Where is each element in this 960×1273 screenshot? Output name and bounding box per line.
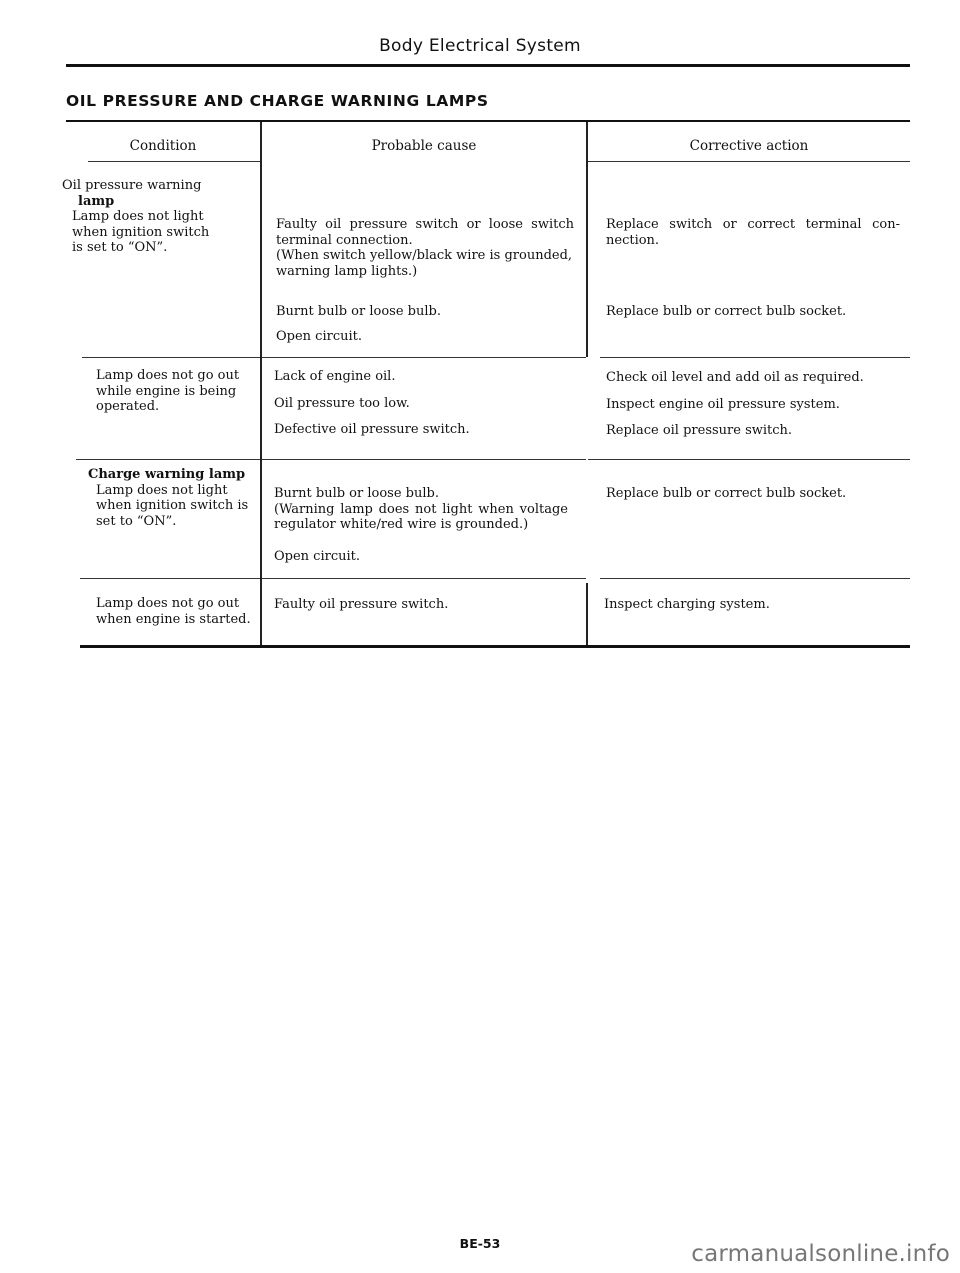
action-cell: [606, 304, 846, 320]
action-cell: [606, 397, 840, 413]
cause-cell: [276, 304, 441, 320]
action-cell: [604, 597, 770, 613]
action-line: Replace bulb or correct bulb socket.: [606, 304, 847, 319]
column-divider-right: [586, 583, 588, 645]
condition-cell: [88, 467, 248, 529]
row-separator: [588, 459, 910, 460]
condition-line: Lamp does not light: [72, 209, 204, 224]
cause-line: Burnt bulb or loose bulb.: [276, 304, 441, 319]
condition-line: when ignition switch: [72, 224, 210, 240]
row-separator: [76, 459, 260, 460]
column-divider-right: [586, 122, 588, 357]
column-header-probable-cause: Probable cause: [371, 138, 477, 154]
action-cell: [606, 217, 900, 248]
watermark: carmanualsonline.info: [691, 1241, 950, 1267]
cause-cell: [274, 422, 470, 438]
cause-line: warning lamp lights.): [276, 263, 418, 279]
condition-heading: Charge warning lamp: [88, 467, 246, 482]
cause-cell: [274, 549, 360, 565]
cause-line: (When switch yellow/black wire is grounded,: [276, 248, 573, 263]
action-line: Inspect engine oil pressure system.: [606, 397, 840, 412]
condition-line: while engine is being: [96, 383, 237, 399]
action-line: Replace switch or correct terminal con-: [606, 217, 900, 232]
row-separator: [80, 578, 260, 579]
condition-heading: Oil pressure warning: [62, 178, 202, 193]
cause-line: Open circuit.: [276, 329, 362, 344]
cause-line: Faulty oil pressure switch.: [274, 597, 449, 612]
condition-cell: [62, 178, 209, 256]
row-separator: [82, 357, 260, 358]
condition-cell: [96, 368, 239, 415]
action-line: Inspect charging system.: [604, 597, 770, 612]
page-number: BE-53: [459, 1236, 501, 1251]
cause-cell: [274, 396, 410, 412]
cause-cell: [276, 217, 574, 279]
row-separator: [262, 578, 586, 579]
condition-cell: [96, 596, 251, 627]
condition-line: operated.: [96, 399, 160, 414]
row-separator: [600, 578, 910, 579]
column-header-corrective-action: Corrective action: [689, 138, 809, 154]
cause-line: Faulty oil pressure switch or loose switch: [276, 217, 574, 232]
condition-line: set to “ON”.: [96, 513, 177, 529]
table-bottom-rule: [80, 645, 910, 648]
cause-line: Open circuit.: [274, 549, 360, 564]
cause-cell: [276, 329, 362, 345]
header-separator: [88, 161, 260, 162]
action-line: nection.: [606, 232, 660, 248]
cause-line: (Warning lamp does not light when voltage: [274, 501, 568, 517]
condition-line: Lamp does not go out: [96, 368, 240, 383]
condition-line: is set to “ON”.: [72, 240, 168, 255]
cause-line: Oil pressure too low.: [274, 396, 410, 411]
header-separator: [588, 161, 910, 162]
action-cell: [606, 423, 792, 439]
cause-cell: [274, 369, 395, 385]
cause-line: Lack of engine oil.: [274, 369, 396, 384]
cause-line: Burnt bulb or loose bulb.: [274, 486, 439, 501]
condition-line: Lamp does not light: [96, 482, 228, 498]
column-divider-left: [260, 122, 262, 645]
row-separator: [262, 459, 586, 460]
cause-line: terminal connection.: [276, 232, 413, 248]
action-line: Check oil level and add oil as required.: [606, 370, 864, 385]
header-rule: [66, 64, 910, 67]
page-header: Body Electrical System: [379, 36, 581, 56]
column-header-condition: Condition: [129, 138, 197, 154]
cause-cell: [274, 486, 568, 533]
row-separator: [262, 357, 586, 358]
cause-cell: [274, 597, 448, 613]
section-title: OIL PRESSURE AND CHARGE WARNING LAMPS: [66, 92, 489, 110]
action-cell: [606, 486, 846, 502]
condition-line: when ignition switch is: [96, 498, 249, 513]
table-top-rule: [66, 120, 910, 122]
condition-line: when engine is started.: [96, 611, 251, 627]
condition-heading: lamp: [78, 193, 115, 209]
action-line: Replace oil pressure switch.: [606, 423, 793, 438]
action-cell: [606, 370, 864, 386]
cause-line: regulator white/red wire is grounded.): [274, 517, 529, 532]
row-separator: [600, 357, 910, 358]
action-line: Replace bulb or correct bulb socket.: [606, 486, 847, 501]
cause-line: Defective oil pressure switch.: [274, 422, 470, 437]
condition-line: Lamp does not go out: [96, 596, 240, 611]
